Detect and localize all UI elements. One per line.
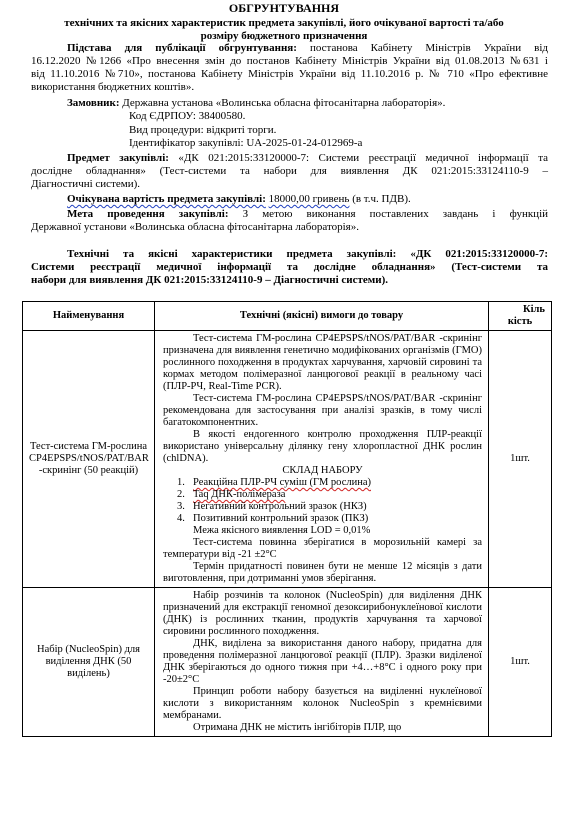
subject-label: Предмет закупівлі: [67,152,169,164]
cost-label: Очікувана вартість предмета закупівлі: [67,193,266,205]
requirements-cell [155,331,489,588]
table-row [23,588,552,737]
header-name: Найменування [23,302,155,331]
table-row [23,331,552,588]
kit-item: 3. Негативний контрольний зразок (НКЗ) [177,501,367,512]
cost-line [67,193,411,205]
basis-line-1 [67,42,548,54]
document-title: ОБГРУНТУВАННЯ [228,1,340,15]
tech-heading-line-2: Системи реєстрації медичної інформації та дослідне обладнання» (Тест-системи та [31,261,548,273]
table-header-row [23,302,552,331]
kit-composition-title: СКЛАД НАБОРУ [282,465,363,476]
customer-name: Державна установа «Волинська обласна фітосанітарна лабораторія». [122,97,446,109]
goal-text-1: З метою виконання поставлених завдань і функцій [242,208,549,220]
basis-text-1: постанова Кабінету Міністрів України від [309,42,549,54]
customer-label: Замовник: [67,97,120,109]
basis-line-4: використання бюджетних коштів». [31,81,195,93]
kit-item: 1. Реакційна ПЛР-РЧ суміш (ГМ рослина) [177,477,371,488]
lod-line: Межа якісного виявлення LOD = 0,01% [193,525,371,536]
header-quantity-line-1: Кіль [523,304,545,315]
edrpou-code: Код ЄДРПОУ: 38400580. [129,110,246,122]
subject-line-1 [67,152,548,164]
kit-item-text: Taq ДНК-полімераза [193,489,286,500]
document-subtitle-line-1: технічних та якісних характеристик предмета закупівлі, його очікуваної вартості та/або [64,17,504,29]
product-name-cell [23,588,155,737]
procedure-type: Вид процедури: відкриті торги. [129,124,277,136]
requirements-table [22,301,552,737]
quantity-cell: 1шт. [489,588,552,737]
kit-item-text: Реакційна ПЛР-РЧ суміш (ГМ рослина) [193,477,371,488]
tech-heading-line-3: набори для виявлення ДК 021:2015:33124110-9 – Діагностичні системи). [31,274,389,286]
subject-line-2: дослідне обладнання» (Тест-системи та набори для виявлення ДК 021:2015:33124110-9 – [31,165,548,177]
subject-text-1: «ДК 021:2015:33120000-7: Системи реєстрації медичної інформації та [178,152,549,164]
goal-label: Мета проведення закупівлі: [67,208,229,220]
req-paragraph: Набір розчинів та колонок (NucleoSpin) для виділення ДНК призначений для екстракції геномної дезоксирибонуклеїнової кислоти (ДНК) із рослинних тканин, продуктів харчування та харчової сировини рослинного походження. [163,590,482,637]
req-paragraph: Тест-система ГМ-рослина CP4EPSPS/tNOS/PAT/BAR -скринінг призначена для виявлення генетично модифікованих організмів (ГМО) рослинного походження в продуктах харчування, харчовій сировині та кормах методом полімеразної ланцюгової реакції в реальному часі (ПЛР-РЧ, Real-Time PCR). [163,333,482,392]
req-paragraph: ДНК, виділена за використання даного набору, придатна для проведення полімеразної ланцюгової реакції (ПЛР). Зразки виділеної ДНК зберігаються до одного тижня при +4…+8°С і одного року при -20±2°С [163,638,482,685]
req-paragraph: Тест-система повинна зберігатися в морозильній камері за температури від -21 ±2°С [163,537,482,560]
kit-item-text: Негативний контрольний зразок (НКЗ) [193,501,367,512]
document-subtitle-line-2: розміру бюджетного призначення [200,30,368,42]
basis-line-2: 16.12.2020 №1266 «Про внесення змін до постанов Кабінету Міністрів України від 01.08.2013 №631 і [31,55,548,67]
kit-item: 4. Позитивний контрольний зразок (ПКЗ) [177,513,369,524]
req-paragraph: Тест-система ГМ-рослина CP4EPSPS/tNOS/PAT/BAR -скринінг рекомендована для застосування при аналізі зразків, в тому числі багатокомпонентних. [163,393,482,428]
basis-label: Підстава для публікації обгрунтування: [67,42,297,54]
cost-value: 18000,00 гривень [268,193,350,205]
req-paragraph: В якості ендогенного контролю проходження ПЛР-реакції використано універсальну ділянку гену хлоропластної ДНК рослин (chlDNA). [163,429,482,464]
quantity-cell: 1шт. [489,331,552,588]
tech-heading-line-1: Технічні та якісні характеристики предмета закупівлі: «ДК 021:2015:33120000-7: [67,248,548,260]
product-name: Набір (NucleoSpin) для виділення ДНК (50 виділень) [37,644,140,679]
req-paragraph: Термін придатності повинен бути не менше 12 місяців з дати виготовлення, при дотриманні умов зберігання. [163,561,482,584]
header-quantity [489,302,552,331]
goal-line-2: Державної установи «Волинська обласна фітосанітарна лабораторія». [31,221,359,233]
kit-item: 2. Taq ДНК-полімераза [177,489,286,500]
kit-item-text: Позитивний контрольний зразок (ПКЗ) [193,513,369,524]
subject-line-3: Діагностичні системи). [31,178,141,190]
product-name-cell [23,331,155,588]
customer-line [67,97,445,109]
req-paragraph: Отримана ДНК не містить інгібіторів ПЛР, що [193,722,402,733]
req-paragraph: Принцип роботи набору базується на виділенні нуклеїнової кислоти з використанням колонок NucleoSpin з кремнієвими мембранами. [163,686,482,721]
cost-suffix: (в т.ч. ПДВ). [352,193,411,205]
product-name: Тест-система ГМ-рослина CP4EPSPS/tNOS/PAT/BAR -скринінг (50 реакцій) [29,441,149,476]
basis-line-3: від 11.10.2016 №710», постанова Кабінету Міністрів України від 11.10.2016 р. № 710 «Про ефективне [31,68,548,80]
requirements-cell [155,588,489,737]
procurement-identifier: Ідентифікатор закупівлі: UA-2025-01-24-012969-a [129,137,363,149]
goal-line-1 [67,208,548,220]
header-quantity-line-2: кість [507,316,533,327]
header-requirements: Технічні (якісні) вимоги до товару [155,302,489,331]
